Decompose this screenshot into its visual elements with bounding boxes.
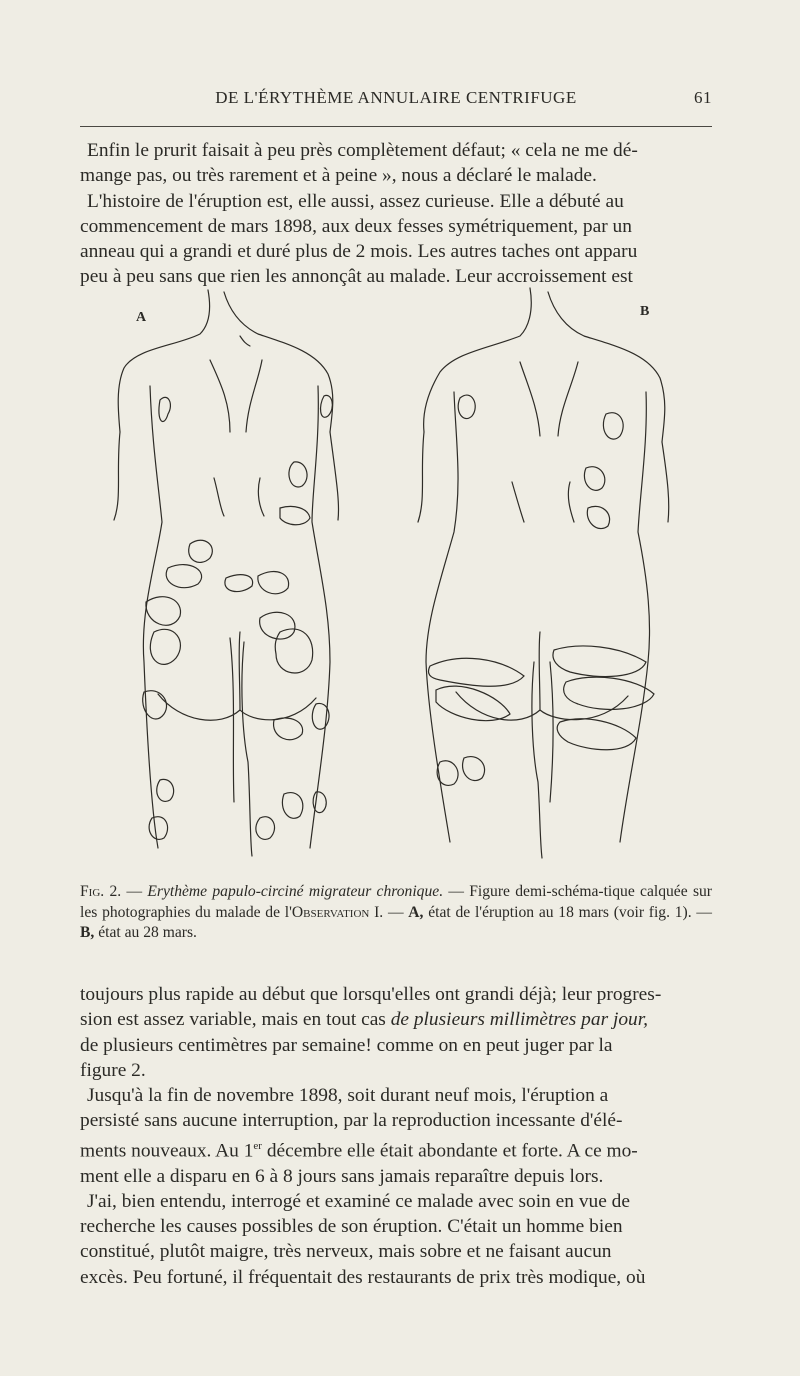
caption-text: — — [121, 883, 148, 900]
figure-caption — [80, 882, 712, 944]
figure-b-torso — [418, 288, 669, 858]
text-line: Enfin le prurit faisait à peu près complètement défaut; « cela ne me dé- — [87, 140, 638, 161]
caption-text: I. — — [369, 903, 409, 921]
text-line: recherche les causes possibles de son éruption. C'était un homme bien — [80, 1216, 623, 1238]
caption-text: état au 28 mars. — [94, 924, 197, 941]
text-line: L'histoire de l'éruption est, elle aussi, assez curieuse. Elle a débuté au — [87, 190, 624, 212]
paragraph-bottom — [80, 982, 712, 1290]
text-line: ment elle a disparu en 6 à 8 jours sans jamais reparaître depuis lors. — [80, 1165, 604, 1187]
figure-a-torso — [114, 290, 339, 856]
figure-label-a: A — [136, 310, 147, 325]
text-line: mange pas, ou très rarement et à peine », nous a déclaré le malade. — [80, 165, 597, 187]
caption-text: état de l'éruption au 18 mars (voir fig. 1). — — [423, 903, 712, 921]
text-line: figure 2. — [80, 1059, 146, 1081]
running-head — [80, 86, 712, 112]
caption-a: A, — [408, 903, 424, 921]
caption-observation: Observation — [291, 903, 370, 921]
text-line: peu à peu sans que rien les annonçât au malade. Leur accroissement est — [80, 266, 633, 288]
caption-b: B, — [80, 924, 95, 941]
page-number: 61 — [694, 88, 712, 107]
text-line: J'ai, bien entendu, interrogé et examiné ce malade avec soin en vue de — [87, 1190, 630, 1212]
text-line: commencement de mars 1898, aux deux fesses symétriquement, par un — [80, 215, 632, 237]
text-line: Jusqu'à la fin de novembre 1898, soit durant neuf mois, l'éruption a — [87, 1085, 609, 1107]
text-line: anneau qui a grandi et duré plus de 2 mois. Les autres taches ont apparu — [80, 241, 638, 263]
text-line: excès. Peu fortuné, il fréquentait des restaurants de prix très modique, où — [80, 1266, 646, 1288]
text-line: sion est assez variable, mais en tout cas de plusieurs millimètres par jour, — [80, 1009, 648, 1031]
text-line: de plusieurs centimètres par semaine! comme on en peut juger par la — [80, 1034, 613, 1056]
running-title: DE L'ÉRYTHÈME ANNULAIRE CENTRIFUGE — [215, 88, 577, 107]
figure-label-b: B — [640, 304, 650, 319]
caption-title: Erythème papulo-circiné migrateur chronique. — [147, 883, 444, 900]
text-line: toujours plus rapide au début que lorsqu'elles ont grandi déjà; leur progres- — [80, 984, 662, 1005]
text-line: persisté sans aucune interruption, par la reproduction incessante d'élé- — [80, 1110, 623, 1132]
header-rule — [80, 126, 712, 127]
caption-fig-ref: Fig. 2. — [80, 883, 122, 900]
text-line: constitué, plutôt maigre, très nerveux, mais sobre et ne faisant aucun — [80, 1241, 612, 1263]
text-line: ments nouveaux. Au 1er décembre elle était abondante et forte. A ce mo- — [80, 1139, 638, 1162]
figure-2-illustration — [80, 282, 720, 882]
back-view-drawings — [80, 282, 720, 882]
caption-text: — Figure demi-schéma-tique calquée sur les photographies du malade de l' — [80, 883, 712, 921]
paragraph-top — [80, 138, 712, 290]
